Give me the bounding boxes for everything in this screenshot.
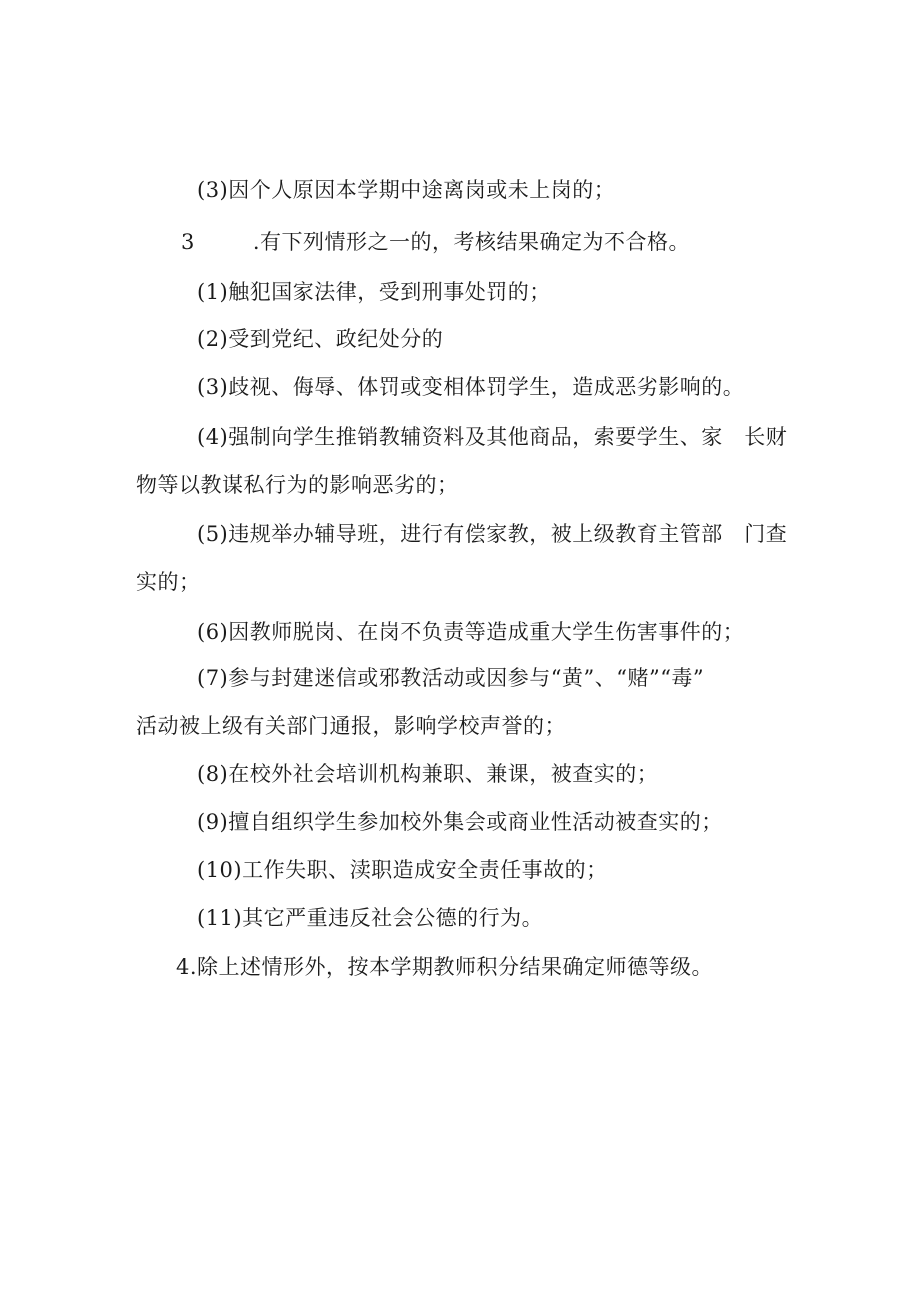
text-line-item-10: (10)工作失职、渎职造成安全责任事故的； bbox=[197, 858, 608, 882]
text-line-item-11: (11)其它严重违反社会公德的行为。 bbox=[197, 906, 544, 930]
text-line-item-7-cont: 活动被上级有关部门通报，影响学校声誉的； bbox=[136, 714, 566, 738]
text-line-section-4: 4.除上述情形外，按本学期教师积分结果确定师德等级。 bbox=[176, 955, 714, 979]
text-line-item-2: (2)受到党纪、政纪处分的 bbox=[197, 327, 444, 351]
text-line-item-3: (3)歧视、侮辱、体罚或变相体罚学生，造成恶劣影响的。 bbox=[197, 375, 745, 399]
text-line-item-4: (4)强制向学生推销教辅资料及其他商品，索要学生、家 长财 bbox=[197, 425, 788, 449]
text-line-section-3 bbox=[181, 228, 690, 256]
text-line-item-5-cont: 实的； bbox=[136, 570, 201, 594]
text-line-item-3-absence: (3)因个人原因本学期中途离岗或未上岗的； bbox=[197, 178, 616, 202]
text-line-item-4-cont: 物等以教谋私行为的影响恶劣的； bbox=[136, 473, 459, 497]
text-line-item-5: (5)违规举办辅导班，进行有偿家教，被上级教育主管部 门查 bbox=[197, 522, 788, 546]
text-line-item-1: (1)触犯国家法律，受到刑事处罚的； bbox=[197, 280, 551, 304]
section-number: 3 bbox=[181, 230, 195, 254]
section-3-heading: .有下列情形之一的，考核结果确定为不合格。 bbox=[252, 230, 691, 254]
text-line-item-7: (7)参与封建迷信或邪教活动或因参与“黄”、“赌”“毒” bbox=[197, 666, 705, 690]
text-line-item-9: (9)擅自组织学生参加校外集会或商业性活动被查实的； bbox=[197, 810, 723, 834]
text-line-item-6: (6)因教师脱岗、在岗不负责等造成重大学生伤害事件的； bbox=[197, 620, 745, 644]
text-line-item-8: (8)在校外社会培训机构兼职、兼课，被查实的； bbox=[197, 762, 659, 786]
